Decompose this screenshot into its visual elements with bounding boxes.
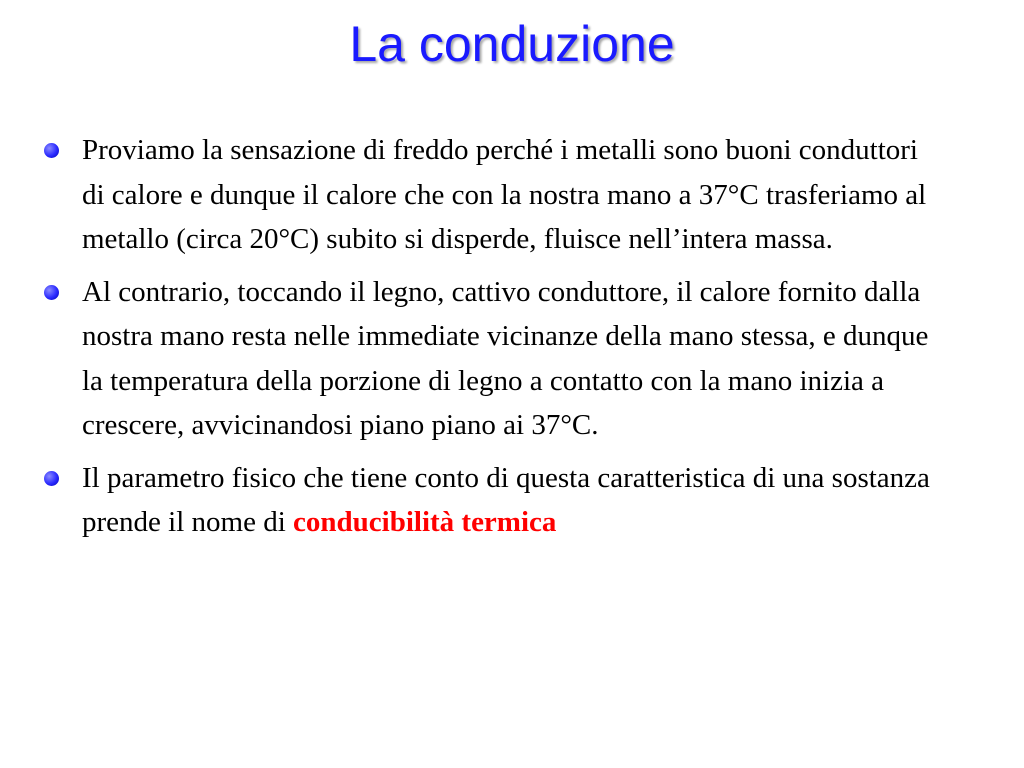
bullet-list (42, 128, 942, 553)
bullet-item-metals (42, 128, 942, 262)
bullet-dot-icon (44, 471, 59, 486)
bullet-item-wood (42, 270, 942, 448)
slide-title: La conduzione (349, 16, 675, 72)
bullet-dot-icon (44, 143, 59, 158)
bullet-dot-icon (44, 285, 59, 300)
bullet-text: Al contrario, toccando il legno, cattivo conduttore, il calore fornito dalla nostra mano resta nelle immediate vicinanze della mano stessa, e dunque la temperatura della porzione di legno a contatto con la mano inizia a crescere, avvicinandosi piano piano ai 37°C. (82, 275, 929, 441)
bullet-text: Proviamo la sensazione di freddo perché i metalli sono buoni conduttori di calore e dunque il calore che con la nostra mano a 37°C trasferiamo al metallo (circa 20°C) subito si disperde, fluisce nell’intera massa. (82, 134, 927, 255)
bullet-text: Il parametro fisico che tiene conto di questa caratteristica di una sostanza prende il nome di (82, 461, 930, 538)
bullet-item-parameter (42, 456, 942, 545)
highlight-term: conducibilità termica (293, 506, 557, 538)
